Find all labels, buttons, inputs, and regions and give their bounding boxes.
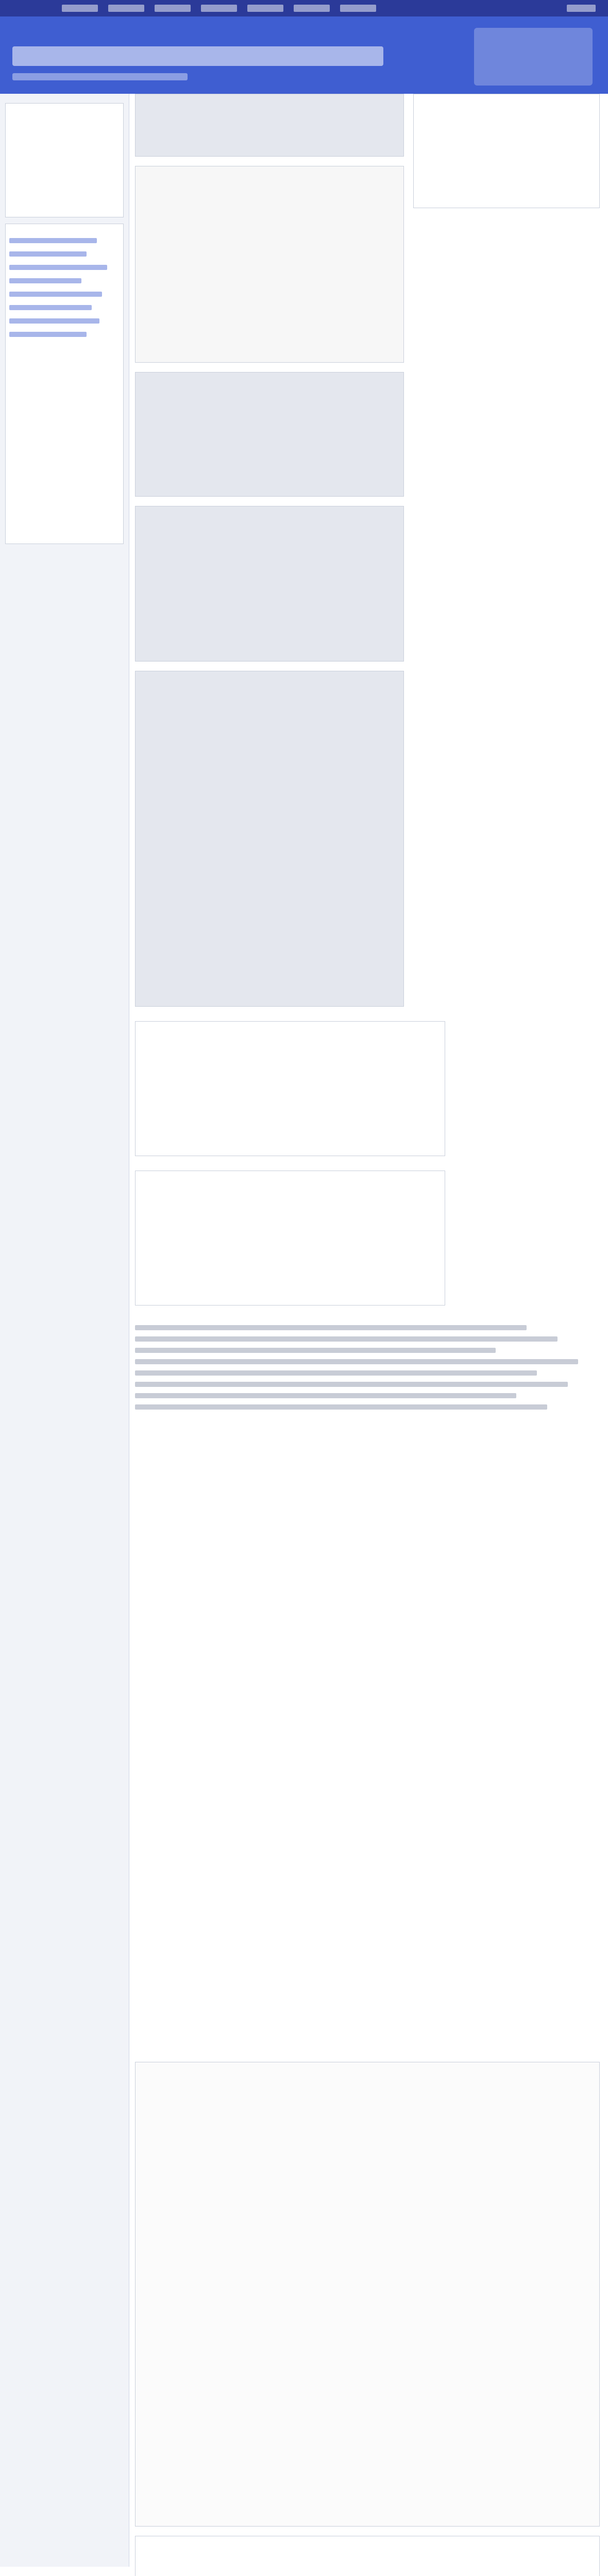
- sidebar-link-6[interactable]: [9, 305, 92, 310]
- nav-item-2[interactable]: [108, 5, 144, 12]
- main-content: [135, 94, 608, 2576]
- sidebar-link-4[interactable]: [9, 278, 81, 283]
- nav-item-4[interactable]: [201, 5, 237, 12]
- site-subtitle-placeholder: [12, 73, 188, 80]
- sidebar-link-7[interactable]: [9, 318, 99, 324]
- document-image: [135, 671, 404, 1007]
- image-block-2: [135, 506, 404, 662]
- sidebar-link-3[interactable]: [9, 265, 107, 270]
- left-sidebar: [0, 94, 129, 2567]
- sidebar-link-8[interactable]: [9, 332, 87, 337]
- news-block: [135, 2536, 600, 2576]
- contact-panel: [413, 94, 600, 208]
- image-block-1: [135, 372, 404, 497]
- site-title-placeholder: [12, 46, 383, 66]
- top-navigation-bar: [0, 0, 608, 16]
- sidebar-panel-2: [5, 224, 124, 544]
- nav-item-8[interactable]: [567, 5, 596, 12]
- schedule-table-1: [135, 1021, 445, 1156]
- header-right-image: [474, 28, 593, 86]
- nav-item-3[interactable]: [155, 5, 191, 12]
- schedule-table-2: [135, 1171, 445, 1306]
- sidebar-link-1[interactable]: [9, 238, 97, 243]
- sidebar-link-2[interactable]: [9, 251, 87, 257]
- hero-block: [135, 166, 404, 363]
- nav-item-7[interactable]: [340, 5, 376, 12]
- sidebar-panel-1: [5, 103, 124, 217]
- text-section: [135, 1325, 599, 2046]
- nav-item-6[interactable]: [294, 5, 330, 12]
- site-header: [0, 16, 608, 94]
- nav-item-1[interactable]: [62, 5, 98, 12]
- announcement-banner: [135, 94, 404, 157]
- links-block: [135, 2062, 600, 2527]
- sidebar-link-5[interactable]: [9, 292, 102, 297]
- nav-item-5[interactable]: [247, 5, 283, 12]
